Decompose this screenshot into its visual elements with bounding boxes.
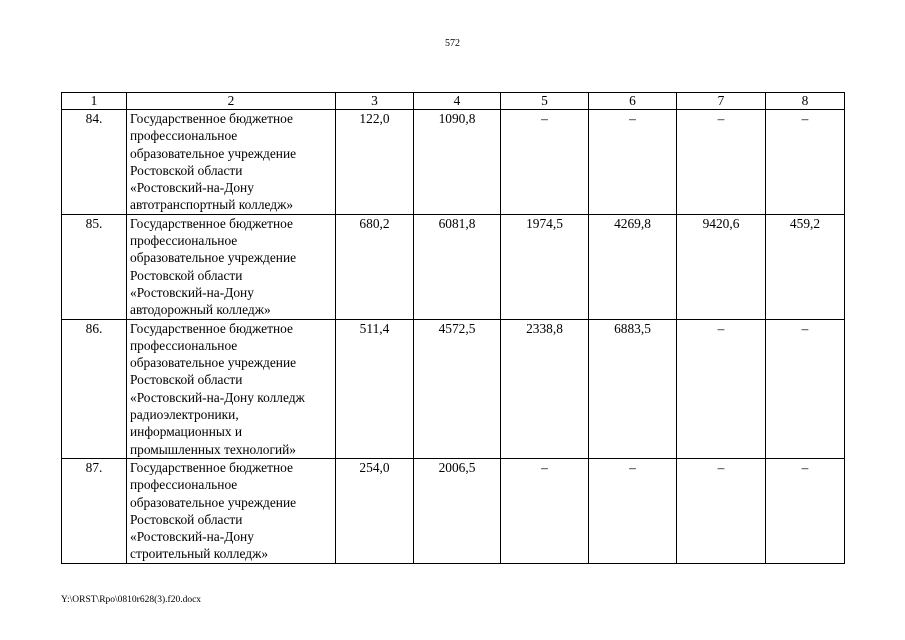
institution-name-line: промышленных технологий» <box>130 441 296 457</box>
institution-name-cell <box>127 458 336 563</box>
institution-name-line: автодорожный колледж» <box>130 302 271 318</box>
value-cell-col-5: 1974,5 <box>501 214 589 319</box>
value-cell-col-7: – <box>677 458 766 563</box>
institution-name-line: профессиональное <box>130 477 238 493</box>
institution-name-line: Ростовской области <box>130 511 243 527</box>
value-cell-col-4: 2006,5 <box>414 458 501 563</box>
row-number-cell: 86. <box>62 319 127 458</box>
institution-name-line: «Ростовский-на-Дону <box>130 284 254 300</box>
institution-name-line: «Ростовский-на-Дону <box>130 180 254 196</box>
value-cell-col-7: – <box>677 110 766 215</box>
column-header: 5 <box>501 93 589 110</box>
institution-name-line: Государственное бюджетное <box>130 320 293 336</box>
value-cell-col-3: 254,0 <box>336 458 414 563</box>
table-body <box>62 93 845 564</box>
value-cell-col-6: 4269,8 <box>589 214 677 319</box>
value-cell-col-5: 2338,8 <box>501 319 589 458</box>
footer-file-path: Y:\ORST\Rpo\0810r628(3).f20.docx <box>61 595 202 605</box>
institution-name-line: информационных и <box>130 424 243 440</box>
column-header: 3 <box>336 93 414 110</box>
row-number-cell: 84. <box>62 110 127 215</box>
value-cell-col-4: 4572,5 <box>414 319 501 458</box>
value-cell-col-7: 9420,6 <box>677 214 766 319</box>
table-row <box>62 110 845 215</box>
column-header: 4 <box>414 93 501 110</box>
value-cell-col-6: – <box>589 458 677 563</box>
institution-name-line: радиоэлектроники, <box>130 407 239 423</box>
value-cell-col-6: – <box>589 110 677 215</box>
institution-name-line: «Ростовский-на-Дону колледж <box>130 389 305 405</box>
column-header: 6 <box>589 93 677 110</box>
institution-name-line: автотранспортный колледж» <box>130 197 294 213</box>
column-header: 1 <box>62 93 127 110</box>
table-header-row <box>62 93 845 110</box>
value-cell-col-3: 122,0 <box>336 110 414 215</box>
column-header: 2 <box>127 93 336 110</box>
institution-name-line: Ростовской области <box>130 267 243 283</box>
institution-name-cell <box>127 214 336 319</box>
institution-name-line: профессиональное <box>130 233 238 249</box>
table-row <box>62 214 845 319</box>
value-cell-col-3: 680,2 <box>336 214 414 319</box>
institution-name-line: образовательное учреждение <box>130 494 297 510</box>
institution-name-line: профессиональное <box>130 337 238 353</box>
institution-name-line: «Ростовский-на-Дону <box>130 529 254 545</box>
value-cell-col-8: – <box>766 319 845 458</box>
institution-name-line: Ростовской области <box>130 372 243 388</box>
institution-name-line: образовательное учреждение <box>130 145 297 161</box>
institution-name-line: Государственное бюджетное <box>130 111 293 126</box>
budget-table <box>61 92 845 564</box>
institution-name-line: профессиональное <box>130 128 238 144</box>
institution-name-line: образовательное учреждение <box>130 355 297 371</box>
column-header: 7 <box>677 93 766 110</box>
row-number-cell: 85. <box>62 214 127 319</box>
value-cell-col-5: – <box>501 110 589 215</box>
institution-name-line: строительный колледж» <box>130 546 269 562</box>
row-number-cell: 87. <box>62 458 127 563</box>
table-row <box>62 458 845 563</box>
institution-name-cell <box>127 110 336 215</box>
value-cell-col-4: 1090,8 <box>414 110 501 215</box>
value-cell-col-6: 6883,5 <box>589 319 677 458</box>
value-cell-col-8: – <box>766 458 845 563</box>
value-cell-col-3: 511,4 <box>336 319 414 458</box>
value-cell-col-5: – <box>501 458 589 563</box>
column-header: 8 <box>766 93 845 110</box>
institution-name-line: Ростовской области <box>130 162 243 178</box>
institution-name-cell <box>127 319 336 458</box>
institution-name-line: Государственное бюджетное <box>130 215 293 231</box>
page-number: 572 <box>445 38 460 49</box>
value-cell-col-7: – <box>677 319 766 458</box>
value-cell-col-8: 459,2 <box>766 214 845 319</box>
table-row <box>62 319 845 458</box>
value-cell-col-8: – <box>766 110 845 215</box>
institution-name-line: Государственное бюджетное <box>130 459 293 475</box>
value-cell-col-4: 6081,8 <box>414 214 501 319</box>
institution-name-line: образовательное учреждение <box>130 250 297 266</box>
